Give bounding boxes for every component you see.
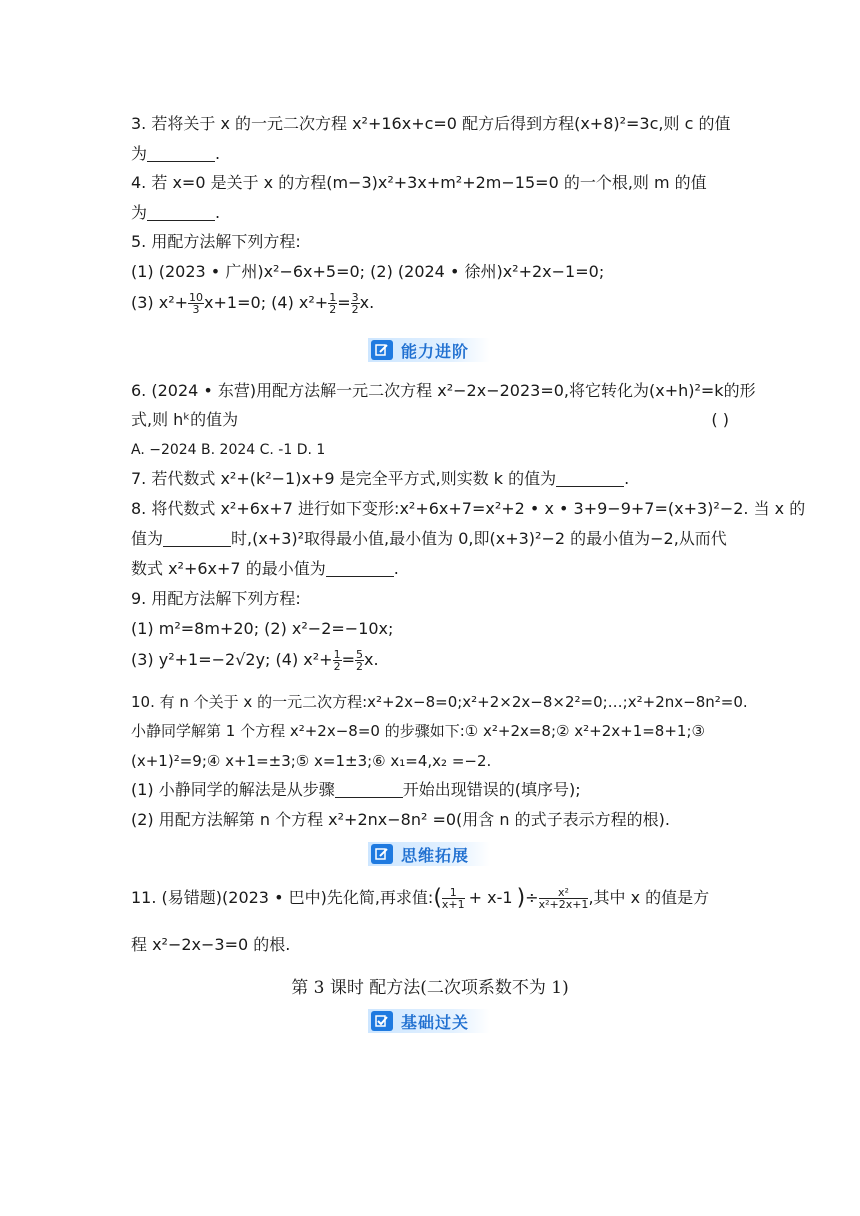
q4-line1: 4. 若 x=0 是关于 x 的方程(m−3)x²+3x+m²+2m−15=0 的一个根,则 m 的值 bbox=[131, 173, 707, 192]
q3-prefix: 为 bbox=[131, 144, 148, 163]
q10-sub1-rest: 开始出现错误的(填序号); bbox=[402, 780, 581, 799]
q3-tail: . bbox=[215, 144, 221, 163]
banner-title: 能力进阶 bbox=[401, 341, 470, 361]
q11-prefix: 11. (易错题)(2023 • 巴中)先化简,再求值: bbox=[131, 888, 434, 907]
q10-line1: 10. 有 n 个关于 x 的一元二次方程:x²+2x−8=0;x²+2×2x−8×2²=0;…;x²+2nx−8n²=0. bbox=[131, 693, 748, 711]
banner-title: 思维拓展 bbox=[401, 845, 470, 865]
fraction bbox=[355, 649, 364, 672]
q3-line2 bbox=[131, 142, 220, 166]
q11-mid: + x-1 bbox=[468, 888, 513, 907]
q7-line bbox=[131, 467, 629, 491]
section-banner-basics bbox=[368, 1009, 490, 1033]
fraction bbox=[442, 887, 465, 910]
q10-line2: 小静同学解第 1 个方程 x²+2x−8=0 的步骤如下:① x²+2x=8;② x²+2x+1=8+1;③ bbox=[131, 722, 705, 740]
q8-rest: 时,(x+3)²取得最小值,最小值为 0,即(x+3)²−2 的最小值为−2,从而代 bbox=[231, 529, 727, 548]
denominator: x+1 bbox=[441, 898, 465, 911]
q5-row1: (1) (2023 • 广州)x²−6x+5=0; (2) (2024 • 徐州)x²+2x−1=0; bbox=[131, 262, 605, 281]
pencil-check-icon bbox=[371, 844, 393, 864]
q5-row2-b: x+1=0; (4) x²+ bbox=[204, 293, 329, 312]
q5-row2-a: (3) x²+ bbox=[131, 293, 189, 312]
left-paren: ( bbox=[433, 885, 442, 911]
fraction bbox=[328, 292, 337, 315]
answer-blank[interactable] bbox=[326, 560, 394, 577]
q6-line1: 6. (2024 • 东营)用配方法解一元二次方程 x²−2x−2023=0,将它转化为(x+h)²=k的形 bbox=[131, 381, 756, 400]
q8-line2 bbox=[131, 527, 727, 551]
numerator: 1 bbox=[329, 291, 337, 304]
answer-blank[interactable] bbox=[335, 781, 403, 798]
fraction bbox=[351, 292, 360, 315]
denominator: 2 bbox=[351, 303, 359, 316]
q4-line2 bbox=[131, 201, 220, 225]
numerator: x² bbox=[539, 887, 589, 899]
section-banner-extension bbox=[368, 842, 490, 866]
lesson-title: 第 3 课时 配方法(二次项系数不为 1) bbox=[291, 978, 569, 998]
pencil-check-icon bbox=[371, 340, 393, 360]
numerator: 5 bbox=[355, 648, 363, 661]
q6-line2: 式,则 hᵏ的值为 bbox=[131, 410, 239, 429]
fraction bbox=[539, 887, 589, 910]
banner-title: 基础过关 bbox=[401, 1012, 470, 1032]
denominator: x²+2x+1 bbox=[538, 898, 589, 911]
q5-row2-c: = bbox=[337, 293, 351, 312]
q6-options: A. −2024 B. 2024 C. -1 D. 1 bbox=[131, 442, 326, 458]
q10-sub1-text: (1) 小静同学的解法是从步骤 bbox=[131, 780, 335, 799]
q7-tail: . bbox=[624, 469, 630, 488]
q7-text: 7. 若代数式 x²+(k²−1)x+9 是完全平方式,则实数 k 的值为 bbox=[131, 469, 557, 488]
q11-line1 bbox=[131, 886, 709, 911]
pencil-check-icon bbox=[371, 1011, 393, 1031]
q11-line2: 程 x²−2x−3=0 的根. bbox=[131, 935, 291, 954]
answer-blank[interactable] bbox=[163, 530, 231, 547]
q8-line1: 8. 将代数式 x²+6x+7 进行如下变形:x²+6x+7=x²+2 • x • 3+9−9+7=(x+3)²−2. 当 x 的 bbox=[131, 499, 806, 518]
denominator: 2 bbox=[333, 660, 341, 673]
q9-row2 bbox=[131, 648, 379, 672]
q9-row2-b: = bbox=[341, 650, 355, 669]
divide-sign: ÷ bbox=[525, 888, 539, 907]
numerator: 1 bbox=[333, 648, 341, 661]
q9-row2-a: (3) y²+1=−2√2y; (4) x²+ bbox=[131, 650, 333, 669]
q3-line1: 3. 若将关于 x 的一元二次方程 x²+16x+c=0 配方后得到方程(x+8)²=3c,则 c 的值 bbox=[131, 114, 731, 133]
q10-line3: (x+1)²=9;④ x+1=±3;⑤ x=1±3;⑥ x₁=4,x₂ =−2. bbox=[131, 752, 492, 770]
answer-blank[interactable] bbox=[147, 145, 215, 162]
q10-sub2: (2) 用配方法解第 n 个方程 x²+2nx−8n² =0(用含 n 的式子表示方程的根). bbox=[131, 810, 670, 829]
section-banner-advanced bbox=[368, 338, 490, 362]
fraction bbox=[333, 649, 342, 672]
fraction bbox=[188, 292, 204, 315]
numerator: 3 bbox=[351, 291, 359, 304]
q4-tail: . bbox=[215, 203, 221, 222]
denominator: 3 bbox=[192, 303, 200, 316]
right-paren: ) bbox=[516, 885, 526, 911]
q8-line3 bbox=[131, 557, 399, 581]
numerator: 1 bbox=[442, 887, 465, 899]
answer-blank[interactable] bbox=[147, 204, 215, 221]
q5-row2 bbox=[131, 291, 374, 315]
q9-intro: 9. 用配方法解下列方程: bbox=[131, 589, 301, 608]
q9-row1: (1) m²=8m+20; (2) x²−2=−10x; bbox=[131, 619, 394, 638]
q5-intro: 5. 用配方法解下列方程: bbox=[131, 232, 301, 251]
q4-prefix: 为 bbox=[131, 203, 148, 222]
answer-blank[interactable] bbox=[556, 470, 624, 487]
q8-prefix: 值为 bbox=[131, 529, 164, 548]
q11-tail: ,其中 x 的值是方 bbox=[588, 888, 710, 907]
q8-tail: . bbox=[393, 559, 399, 578]
q10-sub1 bbox=[131, 778, 581, 802]
q8-line3-text: 数式 x²+6x+7 的最小值为 bbox=[131, 559, 326, 578]
q5-row2-d: x. bbox=[359, 293, 375, 312]
q9-row2-c: x. bbox=[363, 650, 379, 669]
denominator: 2 bbox=[355, 660, 363, 673]
numerator: 10 bbox=[189, 291, 204, 304]
answer-paren[interactable]: ( ) bbox=[711, 410, 729, 429]
denominator: 2 bbox=[329, 303, 337, 316]
